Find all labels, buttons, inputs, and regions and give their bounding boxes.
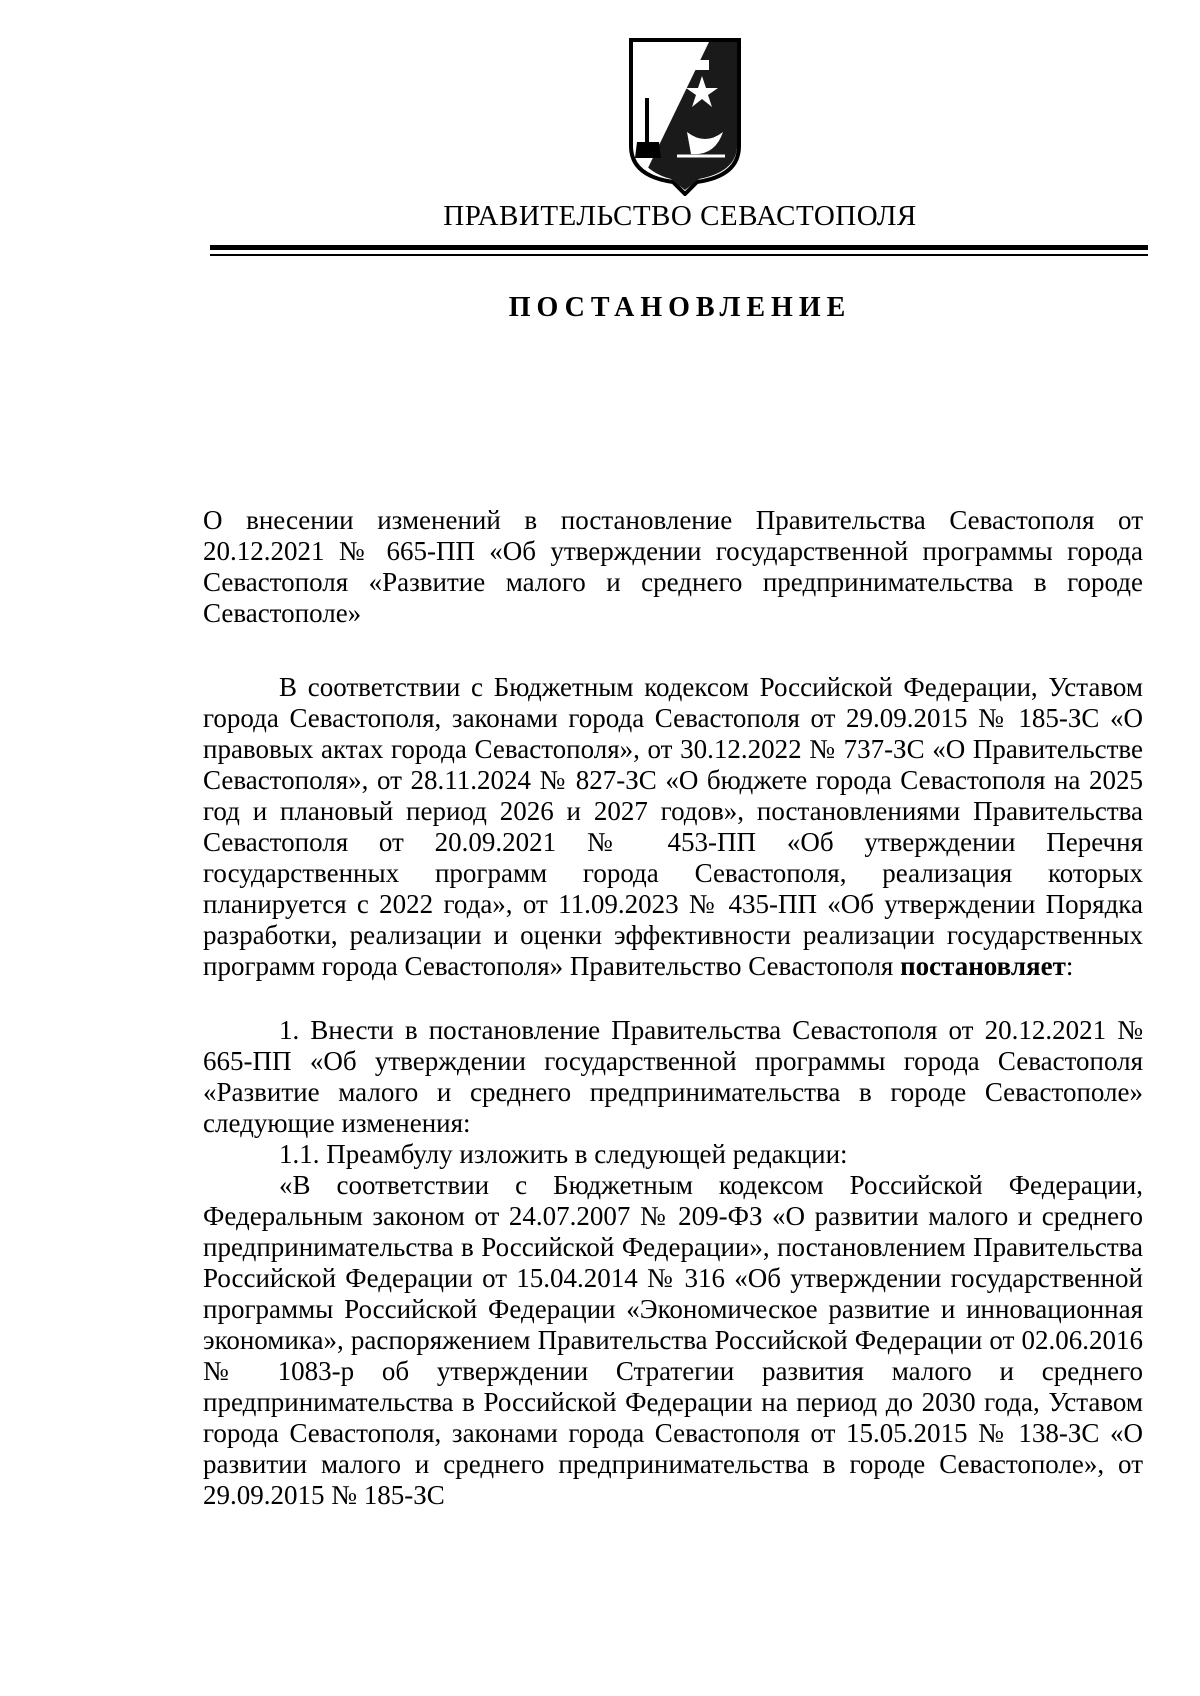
coat-of-arms xyxy=(625,36,745,196)
document-subject: О внесении изменений в постановление Правительства Севастополя от 20.12.2021 № 665-ПП «Об утверждении государственной программы города Севастополя «Развитие малого и среднего предпринимательства в городе Севастополе» xyxy=(203,505,1143,628)
document-body xyxy=(203,672,1143,1511)
preamble-paragraph xyxy=(203,672,1143,982)
header-divider-thin xyxy=(210,254,1148,256)
decree-word: постановляет xyxy=(900,951,1066,981)
sevastopol-coat-of-arms-icon xyxy=(625,36,745,196)
document-type-heading: ПОСТАНОВЛЕНИЕ xyxy=(508,292,852,323)
item-1-1: 1.1. Преамбулу изложить в следующей редакции: xyxy=(279,1139,848,1169)
spacer xyxy=(203,982,1143,1015)
preamble-text: В соответствии с Бюджетным кодексом Российской Федерации, Уставом города Севастополя, законами города Севастополя от 29.09.2015 № 185-ЗС «О правовых актах города Севастополя», от 30.12.2022 № 737-ЗС «О Правительстве Севастополя», от 28.11.2024 № 827-ЗС «О бюджете города Севастополя на 2025 год и плановый период 2026 и 2027 годов», постановлениями Правительства Севастополя от 20.09.2021 № 453-ПП «Об утверждении Перечня государственных программ города Севастополя, реализация которых планируется с 2022 года», от 11.09.2023 № 435-ПП «Об утверждении Порядка разработки, реализации и оценки эффективности реализации государственных программ города Севастополя» Правительство Севастополя xyxy=(203,672,1143,981)
preamble-colon: : xyxy=(1065,951,1074,981)
quoted-preamble: «В соответствии с Бюджетным кодексом Российской Федерации, Федеральным законом от 24.07.2007 № 209-ФЗ «О развитии малого и среднего предпринимательства в Российской Федерации», постановлением Правительства Российской Федерации от 15.04.2014 № 316 «Об утверждении государственной программы Российской Федерации «Экономическое развитие и инновационная экономика», распоряжением Правительства Российской Федерации от 02.06.2016 № 1083-р об утверждении Стратегии развития малого и среднего предпринимательства в Российской Федерации на период до 2030 года, Уставом города Севастополя, законами города Севастополя от 15.05.2015 № 138-ЗС «О развитии малого и среднего предпринимательства в городе Севастополе», от 29.09.2015 № 185-ЗС xyxy=(203,1170,1143,1510)
organization-title: ПРАВИТЕЛЬСТВО СЕВАСТОПОЛЯ xyxy=(443,200,917,232)
item-1: 1. Внести в постановление Правительства Севастополя от 20.12.2021 № 665-ПП «Об утверждении государственной программы города Севастополя «Развитие малого и среднего предпринимательства в городе Севастополе» следующие изменения: xyxy=(203,1015,1143,1138)
header-divider-thick xyxy=(210,245,1148,250)
